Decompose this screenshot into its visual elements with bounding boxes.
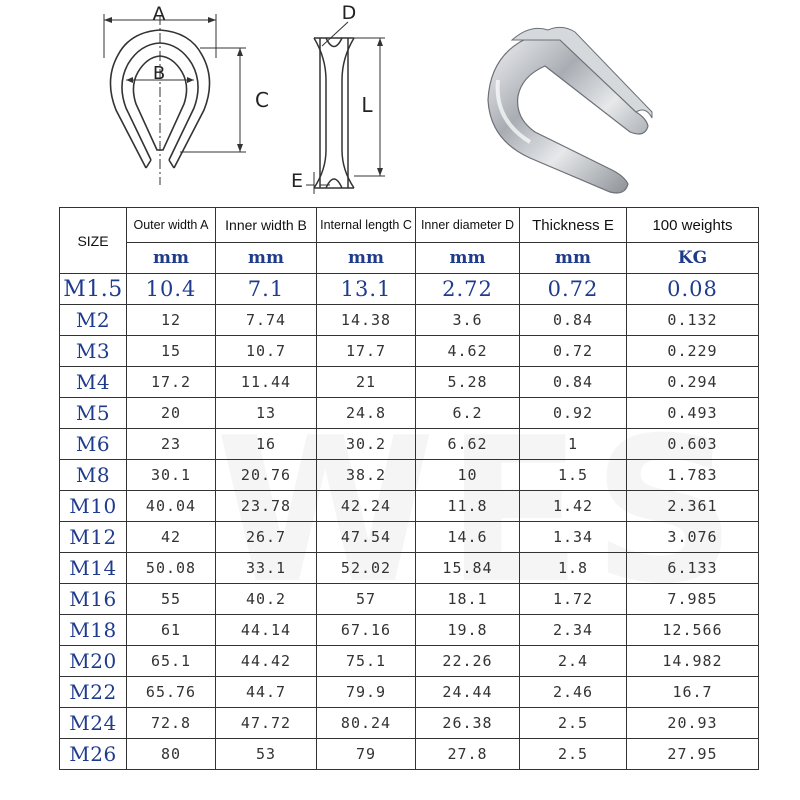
value-cell: 6.2 — [416, 398, 520, 429]
value-cell: 80.24 — [317, 708, 416, 739]
value-cell: 2.5 — [520, 739, 627, 770]
size-cell: M14 — [60, 553, 127, 584]
value-cell: 1.8 — [520, 553, 627, 584]
col-unit: mm — [127, 243, 216, 274]
size-cell: M4 — [60, 367, 127, 398]
value-cell: 55 — [127, 584, 216, 615]
value-cell: 10 — [416, 460, 520, 491]
label-b: B — [152, 63, 166, 84]
value-cell: 0.72 — [520, 274, 627, 305]
value-cell: 0.08 — [627, 274, 759, 305]
thimble-photo — [488, 27, 652, 193]
label-a: A — [152, 3, 166, 25]
col-title-internal-length: Internal length C — [317, 208, 416, 243]
value-cell: 75.1 — [317, 646, 416, 677]
table-row — [60, 336, 759, 367]
value-cell: 12 — [127, 305, 216, 336]
value-cell: 16.7 — [627, 677, 759, 708]
value-cell: 67.16 — [317, 615, 416, 646]
col-title-inner-width: Inner width B — [216, 208, 317, 243]
value-cell: 23 — [127, 429, 216, 460]
value-cell: 2.5 — [520, 708, 627, 739]
spec-table-body — [60, 274, 759, 770]
value-cell: 10.4 — [127, 274, 216, 305]
value-cell: 2.34 — [520, 615, 627, 646]
value-cell: 50.08 — [127, 553, 216, 584]
value-cell: 17.2 — [127, 367, 216, 398]
value-cell: 40.04 — [127, 491, 216, 522]
size-cell: M8 — [60, 460, 127, 491]
value-cell: 0.294 — [627, 367, 759, 398]
value-cell: 0.493 — [627, 398, 759, 429]
value-cell: 27.8 — [416, 739, 520, 770]
value-cell: 79 — [317, 739, 416, 770]
value-cell: 0.84 — [520, 305, 627, 336]
col-unit: KG — [627, 243, 759, 274]
value-cell: 5.28 — [416, 367, 520, 398]
value-cell: 0.92 — [520, 398, 627, 429]
side-view-drawing — [306, 22, 385, 194]
value-cell: 13.1 — [317, 274, 416, 305]
value-cell: 3.076 — [627, 522, 759, 553]
col-title-thickness: Thickness E — [520, 208, 627, 243]
table-row — [60, 398, 759, 429]
value-cell: 26.38 — [416, 708, 520, 739]
value-cell: 0.72 — [520, 336, 627, 367]
value-cell: 2.4 — [520, 646, 627, 677]
value-cell: 42 — [127, 522, 216, 553]
col-title-outer-width: Outer width A — [127, 208, 216, 243]
value-cell: 44.7 — [216, 677, 317, 708]
value-cell: 21 — [317, 367, 416, 398]
value-cell: 38.2 — [317, 460, 416, 491]
col-unit: mm — [520, 243, 627, 274]
table-row — [60, 305, 759, 336]
spec-table — [59, 207, 759, 770]
size-cell: M18 — [60, 615, 127, 646]
value-cell: 1.72 — [520, 584, 627, 615]
size-cell: M16 — [60, 584, 127, 615]
value-cell: 20.93 — [627, 708, 759, 739]
value-cell: 2.46 — [520, 677, 627, 708]
value-cell: 24.8 — [317, 398, 416, 429]
value-cell: 23.78 — [216, 491, 317, 522]
value-cell: 30.1 — [127, 460, 216, 491]
value-cell: 14.38 — [317, 305, 416, 336]
value-cell: 52.02 — [317, 553, 416, 584]
table-row — [60, 739, 759, 770]
value-cell: 22.26 — [416, 646, 520, 677]
table-row — [60, 491, 759, 522]
value-cell: 1 — [520, 429, 627, 460]
thimble-diagram — [0, 0, 800, 205]
value-cell: 40.2 — [216, 584, 317, 615]
value-cell: 7.74 — [216, 305, 317, 336]
size-cell: M12 — [60, 522, 127, 553]
value-cell: 7.985 — [627, 584, 759, 615]
value-cell: 14.6 — [416, 522, 520, 553]
value-cell: 3.6 — [416, 305, 520, 336]
size-cell: M20 — [60, 646, 127, 677]
value-cell: 80 — [127, 739, 216, 770]
col-unit: mm — [416, 243, 520, 274]
value-cell: 0.603 — [627, 429, 759, 460]
value-cell: 33.1 — [216, 553, 317, 584]
size-cell: M5 — [60, 398, 127, 429]
value-cell: 0.132 — [627, 305, 759, 336]
value-cell: 19.8 — [416, 615, 520, 646]
value-cell: 72.8 — [127, 708, 216, 739]
front-view-drawing — [104, 14, 246, 185]
value-cell: 20.76 — [216, 460, 317, 491]
value-cell: 7.1 — [216, 274, 317, 305]
value-cell: 2.361 — [627, 491, 759, 522]
table-row — [60, 367, 759, 398]
value-cell: 47.54 — [317, 522, 416, 553]
table-row — [60, 522, 759, 553]
col-unit: mm — [317, 243, 416, 274]
table-row — [60, 584, 759, 615]
table-row — [60, 429, 759, 460]
value-cell: 61 — [127, 615, 216, 646]
value-cell: 57 — [317, 584, 416, 615]
size-cell: M24 — [60, 708, 127, 739]
value-cell: 6.133 — [627, 553, 759, 584]
value-cell: 2.72 — [416, 274, 520, 305]
label-d: D — [341, 2, 357, 24]
value-cell: 44.42 — [216, 646, 317, 677]
value-cell: 65.1 — [127, 646, 216, 677]
value-cell: 16 — [216, 429, 317, 460]
value-cell: 6.62 — [416, 429, 520, 460]
value-cell: 26.7 — [216, 522, 317, 553]
value-cell: 11.44 — [216, 367, 317, 398]
value-cell: 20 — [127, 398, 216, 429]
value-cell: 1.5 — [520, 460, 627, 491]
size-cell: M26 — [60, 739, 127, 770]
value-cell: 17.7 — [317, 336, 416, 367]
value-cell: 15.84 — [416, 553, 520, 584]
value-cell: 65.76 — [127, 677, 216, 708]
size-cell: M22 — [60, 677, 127, 708]
value-cell: 1.42 — [520, 491, 627, 522]
unit-row — [60, 243, 759, 274]
value-cell: 42.24 — [317, 491, 416, 522]
value-cell: 10.7 — [216, 336, 317, 367]
value-cell: 1.783 — [627, 460, 759, 491]
value-cell: 13 — [216, 398, 317, 429]
value-cell: 15 — [127, 336, 216, 367]
label-e: E — [290, 170, 304, 192]
col-title-inner-diameter: Inner diameter D — [416, 208, 520, 243]
size-header: SIZE — [60, 208, 127, 274]
table-row — [60, 460, 759, 491]
col-title-weight: 100 weights — [627, 208, 759, 243]
size-cell: M1.5 — [60, 274, 127, 305]
value-cell: 47.72 — [216, 708, 317, 739]
table-row — [60, 553, 759, 584]
size-cell: M2 — [60, 305, 127, 336]
col-unit: mm — [216, 243, 317, 274]
value-cell: 1.34 — [520, 522, 627, 553]
size-cell: M10 — [60, 491, 127, 522]
value-cell: 44.14 — [216, 615, 317, 646]
value-cell: 27.95 — [627, 739, 759, 770]
label-c: C — [255, 88, 269, 112]
header-row — [60, 208, 759, 243]
label-l: L — [361, 93, 373, 117]
size-cell: M3 — [60, 336, 127, 367]
value-cell: 30.2 — [317, 429, 416, 460]
table-row — [60, 646, 759, 677]
value-cell: 24.44 — [416, 677, 520, 708]
value-cell: 12.566 — [627, 615, 759, 646]
value-cell: 18.1 — [416, 584, 520, 615]
table-row — [60, 677, 759, 708]
size-cell: M6 — [60, 429, 127, 460]
value-cell: 79.9 — [317, 677, 416, 708]
value-cell: 0.84 — [520, 367, 627, 398]
value-cell: 11.8 — [416, 491, 520, 522]
value-cell: 53 — [216, 739, 317, 770]
value-cell: 0.229 — [627, 336, 759, 367]
value-cell: 4.62 — [416, 336, 520, 367]
table-row — [60, 274, 759, 305]
table-row — [60, 615, 759, 646]
value-cell: 14.982 — [627, 646, 759, 677]
table-row — [60, 708, 759, 739]
